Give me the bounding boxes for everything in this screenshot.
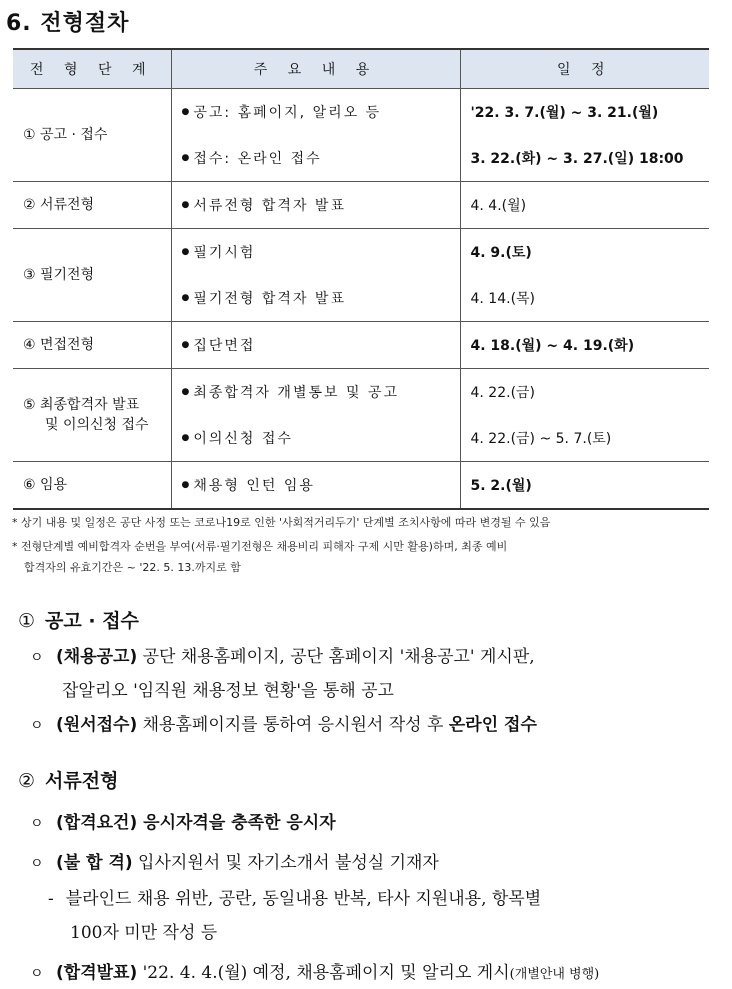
item-text: 입사지원서 및 자기소개서 불성실 기재자 [132,853,439,873]
list-item-continuation: 잡알리오 '임직원 채용정보 현황'을 통해 공고 [62,681,394,701]
stage-label-line2: 및 이의신청 접수 [45,417,149,433]
item-note: (개별안내 병행) [509,967,600,982]
table-row [13,322,709,369]
schedule-item: 3. 22.(화) ~ 3. 27.(일) 18:00 [470,151,684,167]
schedule-item: 4. 4.(월) [470,198,527,214]
content-item: ● 필기시험 [182,229,460,275]
dash-bullet: - [48,889,54,909]
stage-cell [13,182,171,229]
schedule-cell [460,89,709,182]
footnote-continuation: 합격자의 유효기간은 ~ '22. 5. 13.까지로 함 [24,561,241,574]
content-item: ● 필기전형 합격자 발표 [182,275,460,321]
content-item: ● 집단면접 [182,322,460,368]
list-item [30,958,599,983]
header-schedule: 일 정 [460,49,709,89]
content-cell [171,369,460,462]
content-item: ● 이의신청 접수 [182,415,460,461]
circle-bullet-icon: ㅇ [30,856,44,872]
circle-bullet-icon: ㅇ [30,718,44,734]
schedule-item: 4. 22.(금) [470,385,536,401]
subsection-title: 공고 · 접수 [45,610,139,632]
content-item: ● 채용형 인턴 임용 [182,462,460,508]
stage-cell [13,369,171,462]
stage-cell [13,89,171,182]
stage-label: ② 서류전형 [23,197,95,213]
schedule-cell [460,182,709,229]
content-item: ● 접수: 온라인 접수 [182,135,460,181]
footnote: * 전형단계별 예비합격자 순번을 부여(서류·필기전형은 채용비리 피해자 구제 시만 활용)하며, 최종 예비 [12,540,508,553]
schedule-cell [460,369,709,462]
circle-bullet-icon: ㅇ [30,966,44,982]
stage-label: ① 공고 · 접수 [23,127,108,143]
item-text: 응시자격을 충족한 응시자 [137,813,336,833]
list-item [30,642,535,667]
sub-list-item-continuation: 100자 미만 작성 등 [70,923,218,943]
item-heading: (불 합 격) [56,853,133,873]
selection-process-table [13,48,709,510]
content-cell [171,182,460,229]
list-item [30,848,439,873]
content-cell [171,229,460,322]
stage-label: ④ 면접전형 [23,337,95,353]
footnote: * 상기 내용 및 일정은 공단 사정 또는 코로나19로 인한 '사회적거리두기' 단계별 조치사항에 따라 변경될 수 있음 [12,516,551,529]
table-row [13,462,709,510]
stage-cell [13,229,171,322]
subsection-number: ② [18,770,36,792]
schedule-cell [460,462,709,510]
subsection-title: 서류전형 [45,770,119,792]
circle-bullet-icon: ㅇ [30,650,44,666]
schedule-item: 4. 22.(금) ~ 5. 7.(토) [470,431,612,447]
item-heading: (합격요건) [56,813,138,833]
item-heading: (원서접수) [56,715,138,735]
stage-label: ⑥ 임용 [23,477,68,493]
content-item: ● 공고: 홈페이지, 알리오 등 [182,89,460,135]
item-text: 공단 채용홈페이지, 공단 홈페이지 '채용공고' 게시판, [137,647,535,667]
item-emphasis: 온라인 접수 [448,715,537,735]
schedule-item: 4. 14.(목) [470,291,536,307]
table-header-row [13,49,709,89]
list-item [30,710,537,735]
item-heading: (채용공고) [56,647,138,667]
stage-label: ⑤ 최종합격자 발표 [23,397,140,413]
stage-label: ③ 필기전형 [23,267,95,283]
schedule-item: 4. 9.(토) [470,245,532,261]
item-text: 채용홈페이지를 통하여 응시원서 작성 후 [137,715,449,735]
content-item: ● 서류전형 합격자 발표 [182,182,460,228]
schedule-cell [460,322,709,369]
subsection-number: ① [18,610,36,632]
circle-bullet-icon: ㅇ [30,816,44,832]
table-row [13,89,709,182]
item-text: '22. 4. 4.(월) 예정, 채용홈페이지 및 알리오 게시 [137,963,510,983]
table-row [13,229,709,322]
schedule-item: 5. 2.(월) [470,478,532,494]
item-text: 블라인드 채용 위반, 공란, 동일내용 반복, 타사 지원내용, 항목별 [65,889,542,909]
schedule-cell [460,229,709,322]
header-content: 주 요 내 용 [171,49,460,89]
table-row [13,182,709,229]
table-row [13,369,709,462]
stage-cell [13,462,171,510]
content-cell [171,322,460,369]
header-stage: 전 형 단 계 [13,49,171,89]
section-title: 6. 전형절차 [6,11,130,36]
content-cell [171,89,460,182]
schedule-item: '22. 3. 7.(월) ~ 3. 21.(월) [470,105,659,121]
subsection-heading [18,766,118,793]
sub-list-item [48,884,541,909]
content-item: ● 최종합격자 개별통보 및 공고 [182,369,460,415]
schedule-item: 4. 18.(월) ~ 4. 19.(화) [470,338,635,354]
content-cell [171,462,460,510]
stage-cell [13,322,171,369]
list-item [30,808,336,833]
item-heading: (합격발표) [56,963,138,983]
subsection-heading [18,606,139,633]
